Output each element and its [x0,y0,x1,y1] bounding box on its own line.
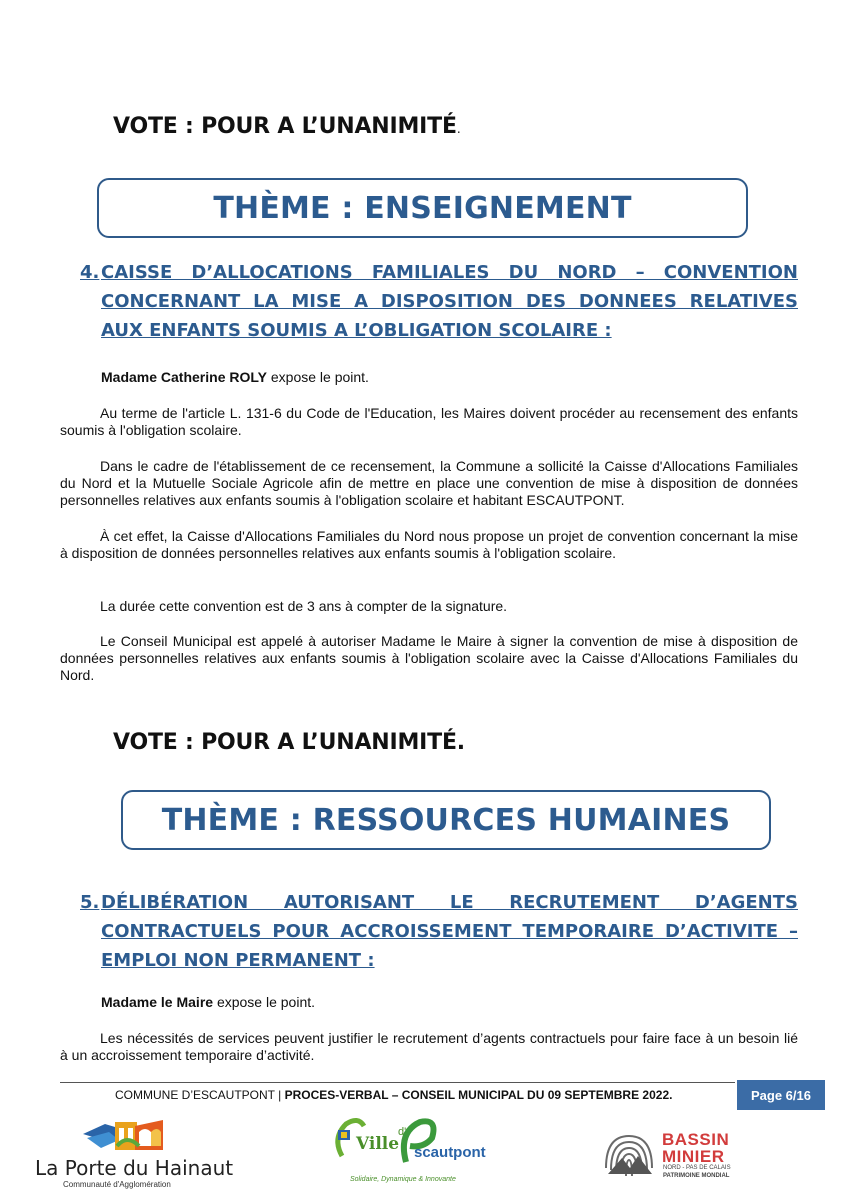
escautpont-d: d' [398,1126,407,1138]
agenda-item-heading [80,888,798,975]
escautpont-name: scautpont [414,1144,486,1161]
theme-heading [97,178,748,238]
bassin-minier-line4: PATRIMOINE MONDIAL [663,1173,730,1179]
paragraph: La durée cette convention est de 3 ans à compter de la signature. [100,598,508,614]
theme-title: THÈME : ENSEIGNEMENT [213,190,632,226]
footer-title: PROCES-VERBAL – CONSEIL MUNICIPAL DU 09 SEPTEMBRE 2022. [284,1088,673,1102]
speaker-line [101,994,798,1011]
bassin-minier-line2: MINIER [662,1147,725,1166]
escautpont-ville: Ville [356,1134,400,1154]
porte-du-hainaut-logo [35,1112,234,1192]
item-number: 5. [80,892,100,913]
vote-text: VOTE : POUR A L’UNANIMITÉ [113,114,457,139]
footer-divider [60,1082,735,1083]
escautpont-emblem-icon [328,1112,478,1174]
vote-result: VOTE : POUR A L’UNANIMITÉ. [113,730,465,755]
speaker-suffix: expose le point. [266,369,369,385]
footer-text [115,1088,672,1102]
theme-heading [121,790,771,850]
paragraph: Le Conseil Municipal est appelé à autoriser Madame le Maire à signer la convention de mise à disposition de données personnelles relatives aux enfants soumis à l'obligation scolaire avec la Caisse d'Allocations Familiales du Nord. [60,633,798,683]
paragraph: Au terme de l'article L. 131-6 du Code de l'Education, les Maires doivent procéder au recensement des enfants soumis à l'obligation scolaire. [60,405,798,438]
paragraph: À cet effet, la Caisse d'Allocations Familiales du Nord nous propose un projet de convention concernant la mise à disposition de données personnelles relatives aux enfants soumis à l'obligation scolaire. [60,528,798,561]
item-number: 4. [80,262,100,283]
porte-du-hainaut-emblem-icon [35,1112,210,1162]
speaker-name: Madame Catherine ROLY [101,369,267,385]
speaker-suffix: expose le point. [213,994,316,1010]
agenda-item-heading [80,258,798,345]
vote-suffix: . [456,122,461,136]
bassin-minier-line3: NORD - PAS DE CALAIS [663,1165,731,1171]
fingerprint-icon [600,1128,658,1184]
bassin-minier-logo [600,1128,740,1186]
footer-commune: COMMUNE D’ESCAUTPONT | [115,1088,285,1102]
paragraph: Les nécessités de services peuvent justifier le recrutement d’agents contractuels pour faire face à un besoin lié à un accroissement temporaire d’activité. [60,1030,798,1063]
theme-title: THÈME : RESSOURCES HUMAINES [161,802,731,838]
escautpont-logo [328,1112,486,1192]
porte-du-hainaut-subtitle: Communauté d'Agglomération [63,1180,171,1189]
speaker-name: Madame le Maire [101,994,214,1010]
paragraph: Dans le cadre de l'établissement de ce recensement, la Commune a sollicité la Caisse d'Allocations Familiales du Nord et la Mutuelle Sociale Agricole afin de mettre en place une convention de mise à disposition de données personnelles relatives aux enfants soumis à l'obligation scolaire et habitant ESCAUTPONT. [60,458,798,508]
escautpont-slogan: Solidaire, Dynamique & Innovante [350,1176,456,1183]
speaker-line [101,369,798,386]
bassin-minier-line1: BASSIN [662,1130,730,1149]
item-title: DÉLIBÉRATION AUTORISANT LE RECRUTEMENT D’AGENTS CONTRACTUELS POUR ACCROISSEMENT TEMPORAIRE D’ACTIVITE – EMPLOI NON PERMANENT : [101,892,798,971]
porte-du-hainaut-name: La Porte du Hainaut [35,1156,234,1180]
page-number-badge: Page 6/16 [737,1080,825,1110]
vote-result [113,114,460,139]
item-title: CAISSE D’ALLOCATIONS FAMILIALES DU NORD – CONVENTION CONCERNANT LA MISE A DISPOSITION DES DONNEES RELATIVES AUX ENFANTS SOUMIS A L’OBLIGATION SCOLAIRE : [101,262,798,341]
